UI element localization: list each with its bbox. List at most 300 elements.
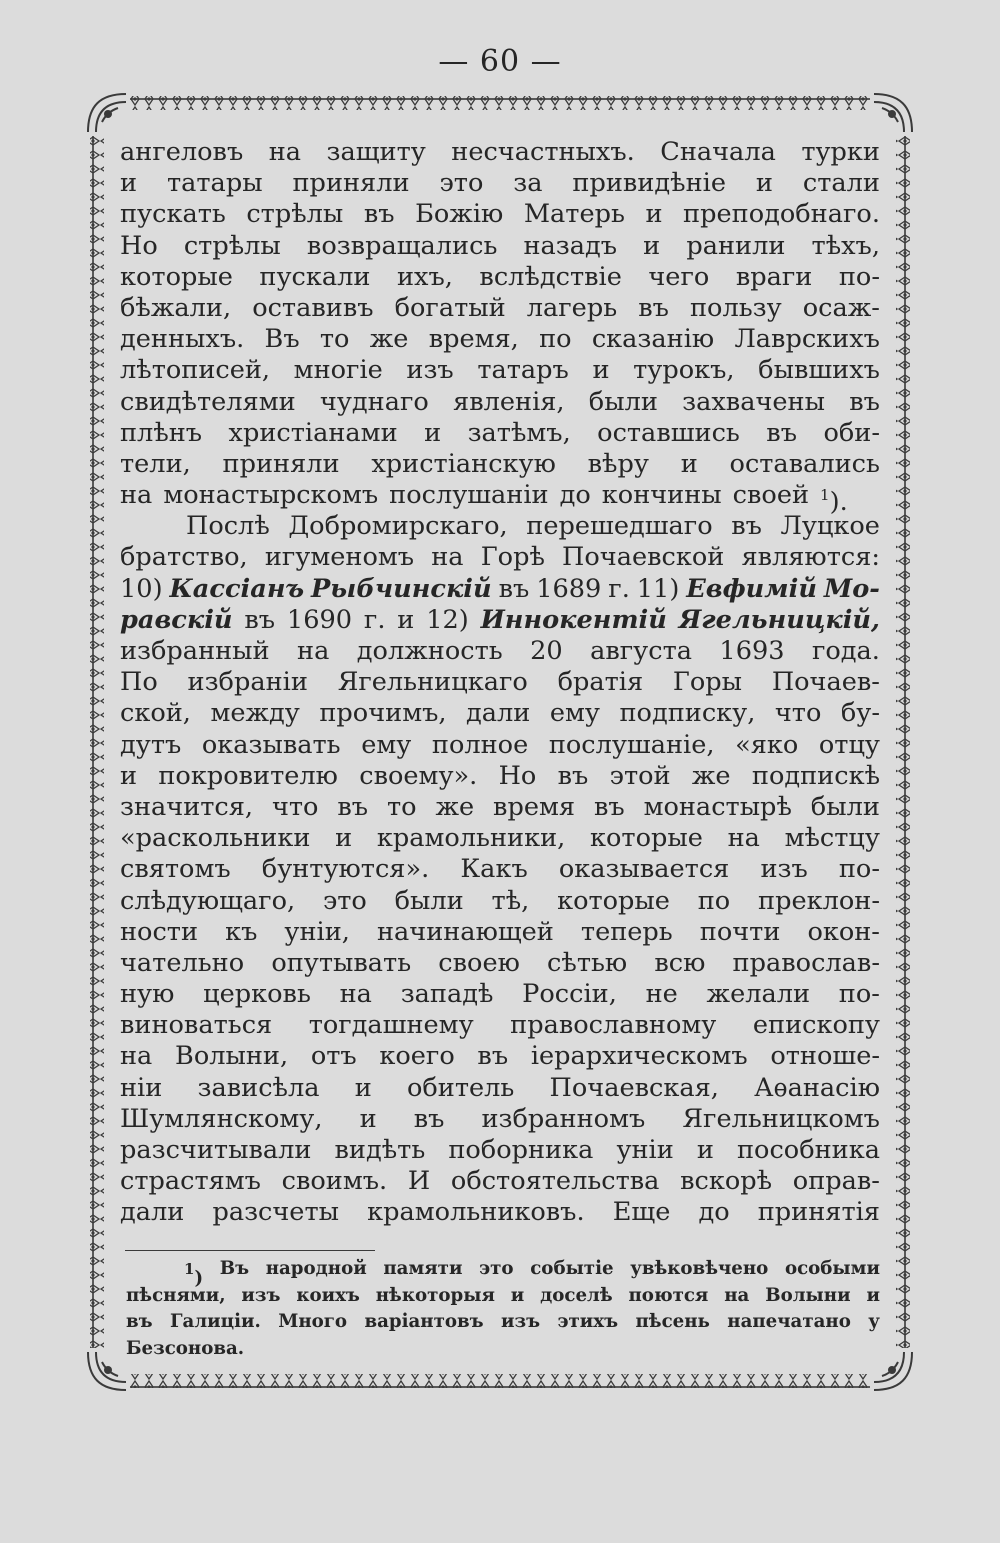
word: Божію — [415, 199, 504, 230]
word: изъ — [406, 355, 454, 386]
body-line — [120, 137, 880, 168]
word: Волыни, — [175, 1041, 289, 1072]
word: братія — [557, 667, 644, 698]
word: Россіи, — [522, 979, 617, 1010]
word: которые — [120, 261, 233, 292]
word: и — [645, 199, 663, 230]
word: и — [592, 355, 610, 386]
word: въ — [337, 791, 369, 822]
word: ему — [549, 698, 600, 729]
body-line — [120, 449, 880, 480]
word: уніи — [616, 1135, 674, 1165]
word: Но — [498, 760, 537, 791]
word: Какъ — [460, 854, 528, 885]
word: монастырѣ — [643, 791, 792, 822]
word: мѣстцу — [784, 823, 880, 854]
word: Много — [278, 1311, 348, 1332]
word: кончины — [601, 480, 722, 511]
word: Безсонова. — [126, 1337, 245, 1359]
word: богатый — [394, 292, 506, 323]
person-name-word: Иннокентій — [480, 604, 667, 635]
word: братство, — [120, 542, 248, 573]
person-name-word: Мо- — [823, 573, 880, 604]
body-line — [120, 1104, 880, 1135]
word: тогдашнему — [308, 1010, 474, 1041]
word: тели, — [120, 448, 191, 479]
word: христіанами — [228, 417, 398, 448]
word: виноваться — [120, 1010, 273, 1041]
word: увѣковѣчено — [630, 1258, 769, 1279]
word: многіе — [293, 355, 383, 386]
word: пѣсень — [635, 1311, 710, 1332]
word: на — [120, 480, 153, 511]
word: доселѣ — [540, 1284, 613, 1306]
word: слѣдующаго, — [120, 885, 296, 916]
word: отъ — [310, 1041, 357, 1072]
word: вслѣдствіе — [479, 261, 622, 292]
word: Ягельницкомъ — [682, 1103, 880, 1134]
word: Горы — [672, 667, 743, 698]
word: на — [297, 636, 330, 666]
word: до — [698, 1197, 730, 1228]
word: по- — [838, 979, 880, 1010]
person-name-word: Кассіанъ — [169, 573, 305, 604]
word: и — [120, 168, 138, 199]
word: отноше- — [770, 1041, 880, 1072]
word: 1689 — [536, 573, 602, 604]
body-line — [120, 262, 880, 293]
body-line — [120, 636, 880, 667]
word: дали — [120, 1197, 185, 1228]
word: нѣкоторыя — [375, 1284, 495, 1306]
word: изъ — [500, 1311, 541, 1332]
footnote-line — [126, 1336, 880, 1363]
word: видѣть — [334, 1135, 426, 1165]
word: оправ- — [792, 1166, 880, 1197]
word: время, — [428, 324, 519, 355]
word: на — [339, 979, 372, 1010]
word: Сначала — [660, 137, 776, 167]
word: сѣтью — [547, 947, 628, 978]
word: игуменомъ — [264, 542, 415, 573]
word: послушаніе, — [548, 729, 715, 760]
word: Послѣ — [186, 511, 270, 542]
word: привидѣніе — [572, 168, 726, 199]
page-number: — 60 — — [438, 44, 562, 79]
word: дутъ — [120, 729, 182, 760]
word: это — [479, 1258, 514, 1279]
word: окон- — [807, 916, 880, 947]
body-line — [120, 823, 880, 854]
word: Въ — [219, 1258, 250, 1279]
word: Горѣ — [480, 542, 545, 573]
word: стрѣлы — [183, 230, 281, 261]
word: по — [539, 324, 572, 355]
word: и — [424, 417, 442, 448]
word: въ — [638, 292, 669, 323]
word: своему». — [359, 760, 478, 791]
word: лагерь — [526, 292, 618, 323]
word: въ — [766, 417, 797, 448]
word: 12) — [426, 604, 469, 635]
word: и — [335, 823, 353, 854]
body-line — [120, 168, 880, 199]
word: ему — [361, 729, 412, 760]
body-line — [120, 542, 880, 573]
word: въ — [477, 1041, 509, 1072]
word: ніи — [120, 1072, 163, 1103]
body-line — [120, 854, 880, 885]
body-line — [120, 1073, 880, 1104]
word: оказывать — [201, 729, 341, 760]
word: страстямъ — [120, 1166, 261, 1197]
word: г. — [363, 604, 386, 635]
word: Почаевская, — [549, 1072, 719, 1103]
body-line — [120, 917, 880, 948]
word: и — [755, 168, 773, 199]
word: православному — [510, 1010, 717, 1041]
word: своей — [732, 480, 810, 511]
body-line — [120, 698, 880, 729]
word: коего — [379, 1041, 455, 1072]
word: изъ — [241, 1284, 281, 1306]
word: оставивъ — [252, 292, 374, 323]
word: затѣмъ, — [467, 417, 571, 448]
word: покровителю — [158, 760, 338, 791]
word: чательно — [120, 947, 245, 978]
word: захвачены — [682, 386, 825, 417]
body-line — [120, 979, 880, 1010]
word: и — [359, 1103, 377, 1134]
word: въ — [849, 386, 880, 417]
word: значится, — [120, 791, 254, 822]
word: были — [394, 885, 464, 916]
word: явленія, — [453, 386, 565, 417]
word: оби- — [823, 417, 880, 448]
word: пособника — [737, 1135, 880, 1165]
word: же — [435, 791, 475, 822]
body-line — [120, 418, 880, 449]
word: западѣ — [400, 979, 494, 1010]
word: избраніи — [187, 667, 308, 698]
word: ную — [120, 979, 175, 1010]
word: являются: — [741, 542, 880, 573]
word: 1693 — [719, 636, 785, 666]
word: Но — [120, 230, 158, 261]
word: несчастныхъ. — [451, 137, 635, 167]
word: въ — [413, 1103, 445, 1134]
body-line — [120, 1197, 880, 1228]
word: что — [271, 791, 319, 822]
person-name-word: Евфимій — [686, 573, 817, 604]
body-line — [120, 948, 880, 979]
body-line — [120, 886, 880, 917]
word: подпискѣ — [751, 760, 880, 791]
word: въ — [126, 1311, 153, 1332]
word: и — [354, 1072, 372, 1103]
word: Волыни — [765, 1284, 851, 1306]
word: своею — [438, 947, 520, 978]
word: преподобнаго. — [683, 199, 880, 230]
footnote-reference: $^1$). — [820, 486, 848, 518]
word: Галиціи. — [169, 1311, 261, 1332]
word: и — [696, 1135, 714, 1165]
word: тѣ, — [491, 885, 530, 916]
word: крамольники, — [376, 823, 566, 854]
word: до — [559, 480, 591, 511]
word: всю — [654, 947, 706, 978]
word: принятія — [757, 1197, 880, 1228]
word: ангеловъ — [120, 137, 244, 167]
word: августа — [590, 636, 692, 666]
body-line — [120, 480, 880, 518]
word: на — [724, 1284, 750, 1306]
body-line — [120, 387, 880, 418]
word: турки — [801, 137, 880, 167]
word: защиту — [326, 137, 426, 167]
word: крамольниковъ. — [367, 1197, 585, 1228]
word: и — [120, 760, 138, 791]
word: по — [697, 885, 731, 916]
word: избранномъ — [481, 1103, 646, 1134]
word: народной — [265, 1258, 367, 1279]
word: перешедшаго — [526, 511, 713, 542]
word: Ягельницкаго — [337, 667, 528, 698]
word: лѣтописей, — [120, 355, 271, 386]
word: чего — [648, 261, 710, 292]
word: церковь — [203, 979, 311, 1010]
word: желали — [706, 979, 811, 1010]
word: плѣнъ — [120, 417, 203, 448]
body-line — [120, 231, 880, 262]
word: что — [774, 698, 822, 729]
word: оставались — [729, 448, 880, 479]
word: приняли — [222, 448, 340, 479]
word: то — [386, 791, 417, 822]
word: бывшихъ — [758, 355, 880, 386]
word: на — [727, 823, 760, 854]
word: подписку, — [619, 698, 756, 729]
body-line — [120, 1166, 880, 1197]
word: разсчеты — [212, 1197, 339, 1228]
word: событіе — [530, 1258, 614, 1279]
word: сказанію — [591, 324, 715, 355]
word: почти — [699, 916, 781, 947]
word: года. — [811, 636, 880, 666]
word: враги — [735, 261, 813, 292]
word: «яко — [735, 729, 799, 760]
word: въ — [557, 760, 589, 791]
word: преклон- — [758, 885, 880, 916]
word: свидѣтелями — [120, 386, 296, 417]
word: Добромирскаго, — [288, 511, 508, 542]
word: ихъ, — [396, 261, 453, 292]
word: прочимъ, — [319, 698, 447, 729]
word: Еще — [612, 1197, 671, 1228]
word: тѣхъ, — [811, 230, 880, 261]
word: татаръ — [477, 355, 569, 386]
word: пѣснями, — [126, 1284, 226, 1306]
word: татары — [166, 168, 263, 199]
word: разсчитывали — [120, 1135, 312, 1165]
word: же — [369, 324, 409, 355]
word: монастырскомъ — [163, 480, 379, 511]
word: коихъ — [296, 1284, 360, 1306]
person-name-word: равскій — [120, 604, 233, 635]
word: пускать — [120, 199, 226, 230]
word: вскорѣ — [680, 1166, 773, 1197]
word: на — [431, 542, 464, 573]
word: уніи, — [284, 916, 350, 947]
word: и — [397, 604, 415, 635]
body-line — [120, 574, 880, 605]
word: въ — [498, 573, 530, 604]
word: зависѣла — [197, 1072, 320, 1103]
word: турокъ, — [633, 355, 735, 386]
person-name-word: Рыбчинскій — [311, 573, 492, 604]
body-line — [120, 293, 880, 324]
word: бунтуются». — [261, 854, 430, 885]
body-line — [120, 199, 880, 230]
word: которые — [590, 823, 703, 854]
word: И — [407, 1166, 431, 1197]
body-line — [120, 1135, 880, 1166]
word: пускали — [259, 261, 371, 292]
body-line — [120, 761, 880, 792]
body-text — [120, 137, 880, 1229]
word: возвращались — [306, 230, 498, 261]
word: 10) — [120, 573, 163, 604]
word: православ- — [732, 947, 880, 978]
word: Почаев- — [771, 667, 880, 698]
word: денныхъ. — [120, 324, 245, 355]
word: напечатано — [727, 1311, 851, 1332]
word: ности — [120, 916, 199, 947]
person-name-word: Ягельницкій, — [678, 604, 880, 635]
word: изъ — [760, 854, 808, 885]
word: осаж- — [802, 292, 880, 323]
word: стрѣлы — [246, 199, 344, 230]
word: въ — [244, 604, 276, 635]
word: и — [680, 448, 698, 479]
word: должность — [356, 636, 503, 666]
word: ской, — [120, 698, 191, 729]
word: не — [645, 979, 678, 1010]
word: отцу — [818, 729, 880, 760]
word: которые — [557, 885, 670, 916]
word: по- — [838, 854, 880, 885]
word: ранили — [686, 230, 786, 261]
word: 1690 — [286, 604, 353, 635]
body-line — [120, 324, 880, 355]
word: іерархическомъ — [530, 1041, 748, 1072]
word: между — [210, 698, 300, 729]
word: были — [588, 386, 658, 417]
word: на — [268, 137, 302, 167]
word: 11) — [636, 573, 680, 604]
word: обитель — [406, 1072, 515, 1103]
footnote-line — [126, 1256, 880, 1289]
word: особыми — [784, 1258, 880, 1279]
word: и — [643, 230, 661, 261]
word: святомъ — [120, 854, 231, 885]
body-line — [120, 1010, 880, 1041]
word: Въ — [264, 324, 300, 355]
word: приняли — [292, 168, 410, 199]
body-line — [120, 605, 880, 636]
word: въ — [363, 199, 395, 230]
word: Шумлянскому, — [120, 1103, 323, 1134]
word: начинающей — [376, 916, 554, 947]
word: за — [513, 168, 543, 199]
word: послушаніи — [389, 480, 549, 511]
word: По — [120, 667, 158, 698]
word: время — [493, 791, 576, 822]
word: этой — [609, 760, 671, 791]
footnote-line — [126, 1283, 880, 1310]
word: были — [810, 791, 880, 822]
word: стали — [802, 168, 880, 199]
word: бѣжали, — [120, 292, 232, 323]
word: бу- — [840, 698, 880, 729]
word: это — [322, 885, 367, 916]
body-line — [120, 667, 880, 698]
word: своимъ. — [281, 1166, 388, 1197]
word: христіанскую — [371, 448, 556, 479]
body-line — [120, 792, 880, 823]
word: оставшись — [597, 417, 740, 448]
word: епископу — [752, 1010, 880, 1041]
body-line — [120, 511, 880, 542]
word: въ — [593, 791, 625, 822]
body-line — [120, 355, 880, 386]
word: Лаврскихъ — [734, 324, 880, 355]
word: пользу — [690, 292, 782, 323]
word: на — [120, 1041, 153, 1072]
word: назадъ — [523, 230, 618, 261]
word: въ — [731, 511, 762, 542]
word: памяти — [383, 1258, 463, 1279]
word: это — [439, 168, 484, 199]
word: и — [866, 1284, 880, 1306]
word: «раскольники — [120, 823, 311, 854]
word: поборника — [448, 1135, 594, 1165]
word: по- — [838, 261, 880, 292]
word: Матерь — [523, 199, 625, 230]
word: Луцкое — [780, 511, 880, 542]
footnote — [126, 1256, 880, 1362]
word: обстоятельства — [450, 1166, 660, 1197]
word: къ — [225, 916, 258, 947]
word: и — [510, 1284, 525, 1306]
word: то — [319, 324, 350, 355]
footnote-divider — [125, 1250, 375, 1251]
word: у — [868, 1311, 880, 1332]
word: этихъ — [557, 1311, 619, 1332]
footnote-line — [126, 1309, 880, 1336]
word: Аѳанасію — [754, 1072, 880, 1103]
footnote-mark: $^1$) — [184, 1260, 204, 1289]
body-line — [120, 1041, 880, 1072]
word: чуднаго — [319, 386, 429, 417]
word: полное — [431, 729, 529, 760]
word: опутывать — [271, 947, 412, 978]
word: же — [691, 760, 731, 791]
word: варіантовъ — [364, 1311, 484, 1332]
word: вѣру — [587, 448, 649, 479]
word: теперь — [580, 916, 673, 947]
word: Почаевской — [562, 542, 725, 573]
